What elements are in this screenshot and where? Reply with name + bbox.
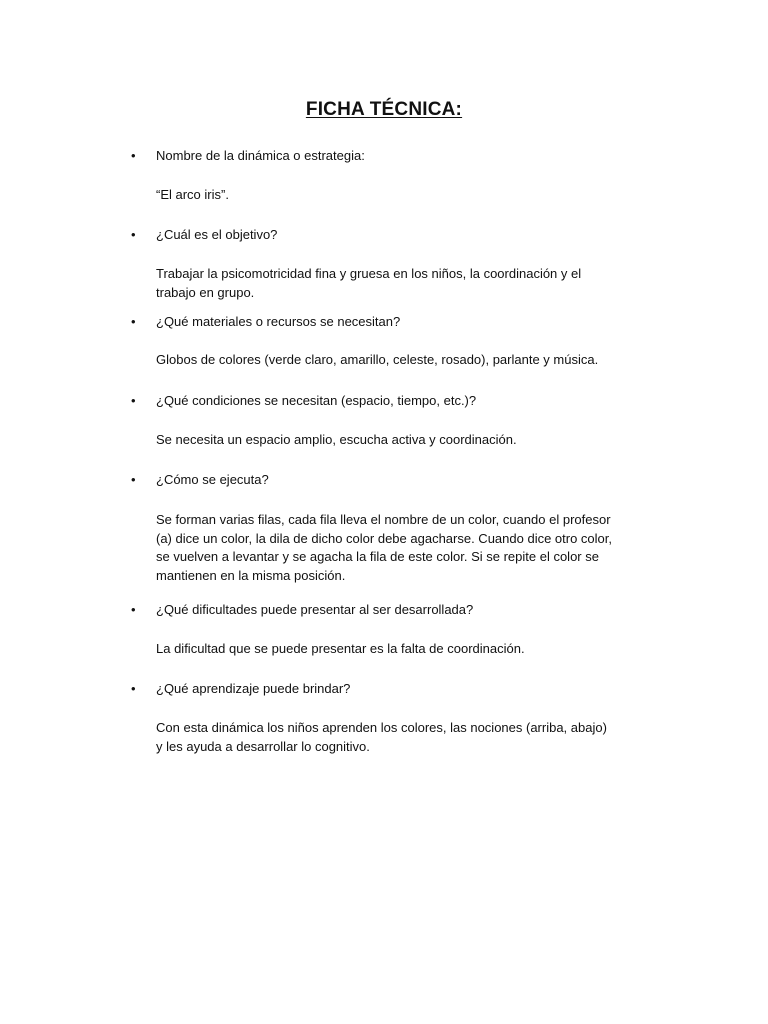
answer-line: Globos de colores (verde claro, amarillo, celeste, rosado), parlante y música. [156,352,599,367]
page-title: FICHA TÉCNICA: [305,99,463,120]
bullet-icon: • [131,393,136,408]
answer-line: (a) dice un color, la dila de dicho color debe agacharse. Cuando dice otro color, [156,530,613,546]
answer-line: Se forman varias filas, cada fila lleva el nombre de un color, cuando el profesor [156,512,611,527]
bullet-icon: • [131,314,136,329]
bullet-icon: • [131,148,136,163]
question-text: ¿Cuál es el objetivo? [156,227,278,242]
answer-line: “El arco iris”. [156,187,229,202]
answer-line: Con esta dinámica los niños aprenden los colores, las nociones (arriba, abajo) [156,720,607,735]
question-text: ¿Qué dificultades puede presentar al ser desarrollada? [156,602,474,617]
bullet-icon: • [131,472,136,487]
question-text: ¿Qué aprendizaje puede brindar? [156,681,351,696]
answer-text [156,351,676,370]
bullet-icon: • [131,227,136,242]
question-text: ¿Cómo se ejecuta? [156,472,269,487]
bullet-icon: • [131,602,136,617]
answer-line: mantienen en la misma posición. [156,567,346,583]
bullet-icon: • [131,681,136,696]
answer-text [156,186,676,205]
answer-text [156,719,676,756]
answer-text [156,431,676,450]
answer-line: se vuelven a levantar y se agacha la fila de este color. Si se repite el color se [156,549,599,564]
answer-line: La dificultad que se puede presentar es la falta de coordinación. [156,641,525,656]
question-text: ¿Qué condiciones se necesitan (espacio, tiempo, etc.)? [156,393,477,408]
answer-line: y les ayuda a desarrollar lo cognitivo. [156,738,370,754]
question-text: ¿Qué materiales o recursos se necesitan? [156,314,401,329]
answer-line: Se necesita un espacio amplio, escucha activa y coordinación. [156,432,517,447]
answer-line: Trabajar la psicomotricidad fina y gruesa en los niños, la coordinación y el [156,266,582,281]
question-text: Nombre de la dinámica o estrategia: [156,148,365,163]
answer-text [156,511,676,585]
answer-text [156,640,676,659]
answer-text [156,265,676,302]
answer-line: trabajo en grupo. [156,284,255,300]
